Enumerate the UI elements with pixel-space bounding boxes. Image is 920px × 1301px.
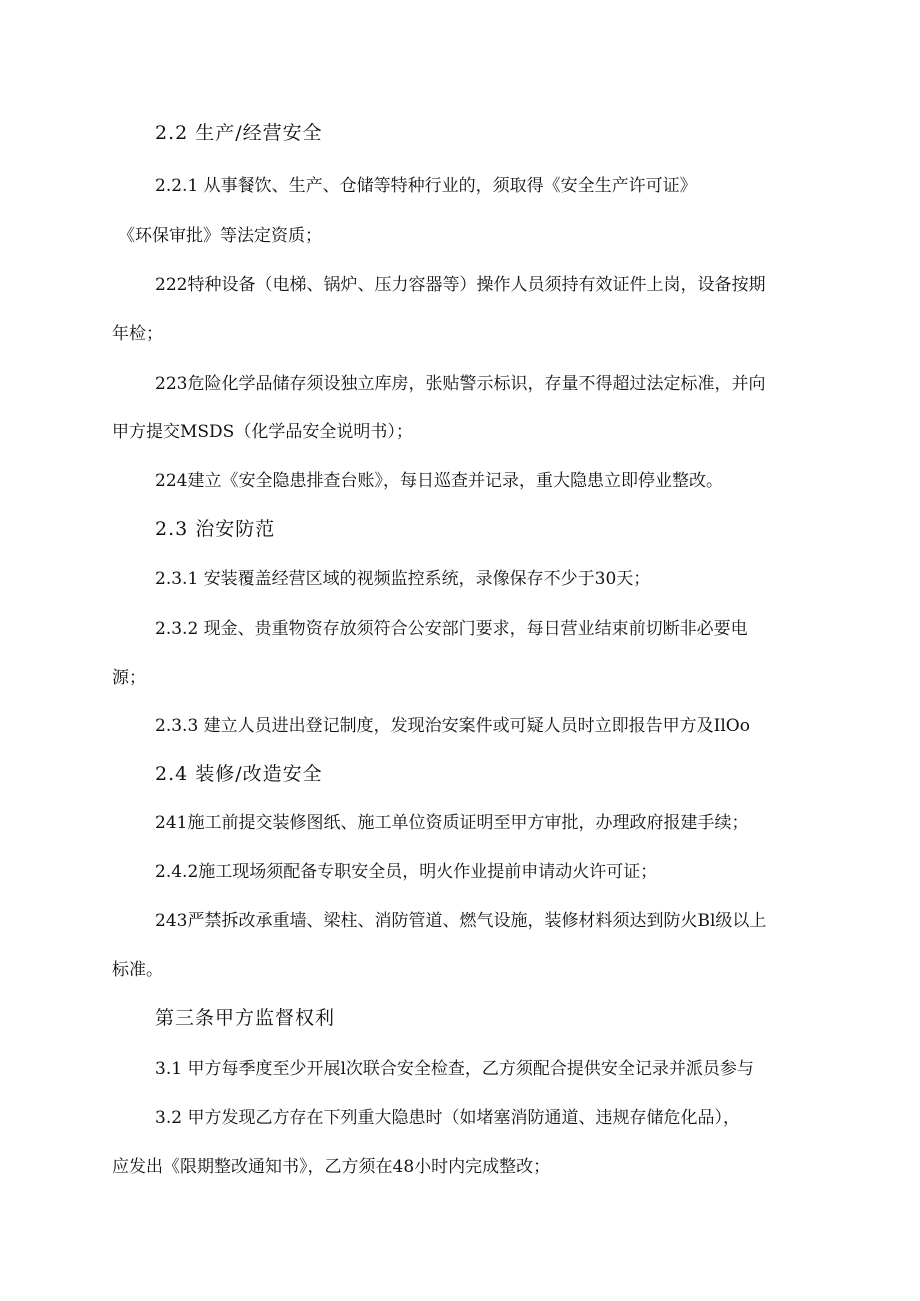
section-heading-2-3: 2.3 治安防范: [155, 518, 276, 540]
paragraph-2-3-2-continued: 源；: [112, 668, 146, 688]
section-heading-2-2: 2.2 生产/经营安全: [155, 122, 323, 144]
paragraph-2-2-2: 222特种设备（电梯、锅炉、压力容器等）操作人员须持有效证件上岗，设备按期: [155, 275, 766, 295]
paragraph-2-4-1: 241施工前提交装修图纸、施工单位资质证明至甲方审批，办理政府报建手续；: [155, 813, 749, 833]
paragraph-2-2-3-continued: 甲方提交MSDS（化学品安全说明书）；: [112, 422, 413, 442]
paragraph-2-3-1: 2.3.1 安装覆盖经营区域的视频监控系统，录像保存不少于30天；: [155, 569, 651, 589]
paragraph-2-4-3-continued: 标准。: [112, 960, 163, 980]
paragraph-2-2-3: 223危险化学品储存须设独立库房，张贴警示标识，存量不得超过法定标准，并向: [155, 374, 766, 394]
paragraph-2-2-2-continued: 年检；: [112, 324, 163, 344]
paragraph-3-1: 3.1 甲方每季度至少开展l次联合安全检查，乙方须配合提供安全记录并派员参与: [155, 1059, 754, 1079]
paragraph-2-4-2: 2.4.2施工现场须配备专职安全员，明火作业提前申请动火许可证；: [155, 862, 658, 882]
section-heading-2-4: 2.4 装修/改造安全: [155, 763, 323, 785]
paragraph-2-4-3: 243严禁拆改承重墙、梁柱、消防管道、燃气设施，装修材料须达到防火Bl级以上: [155, 911, 767, 931]
paragraph-3-2: 3.2 甲方发现乙方存在下列重大隐患时（如堵塞消防通道、违规存储危化品），: [155, 1108, 740, 1128]
paragraph-3-2-continued: 应发出《限期整改通知书》，乙方须在48小时内完成整改；: [112, 1157, 551, 1177]
paragraph-2-2-1: 2.2.1 从事餐饮、生产、仓储等特种行业的，须取得《安全生产许可证》: [155, 176, 697, 196]
paragraph-2-3-3: 2.3.3 建立人员进出登记制度，发现治安案件或可疑人员时立即报告甲方及IlOo: [155, 716, 750, 736]
paragraph-2-2-4: 224建立《安全隐患排查台账》，每日巡查并记录，重大隐患立即停业整改。: [155, 471, 723, 491]
chapter-heading-article-3: 第三条甲方监督权利: [155, 1007, 336, 1029]
paragraph-2-2-1-continued: 《环保审批》等法定资质；: [118, 226, 322, 246]
paragraph-2-3-2: 2.3.2 现金、贵重物资存放须符合公安部门要求，每日营业结束前切断非必要电: [155, 619, 748, 639]
